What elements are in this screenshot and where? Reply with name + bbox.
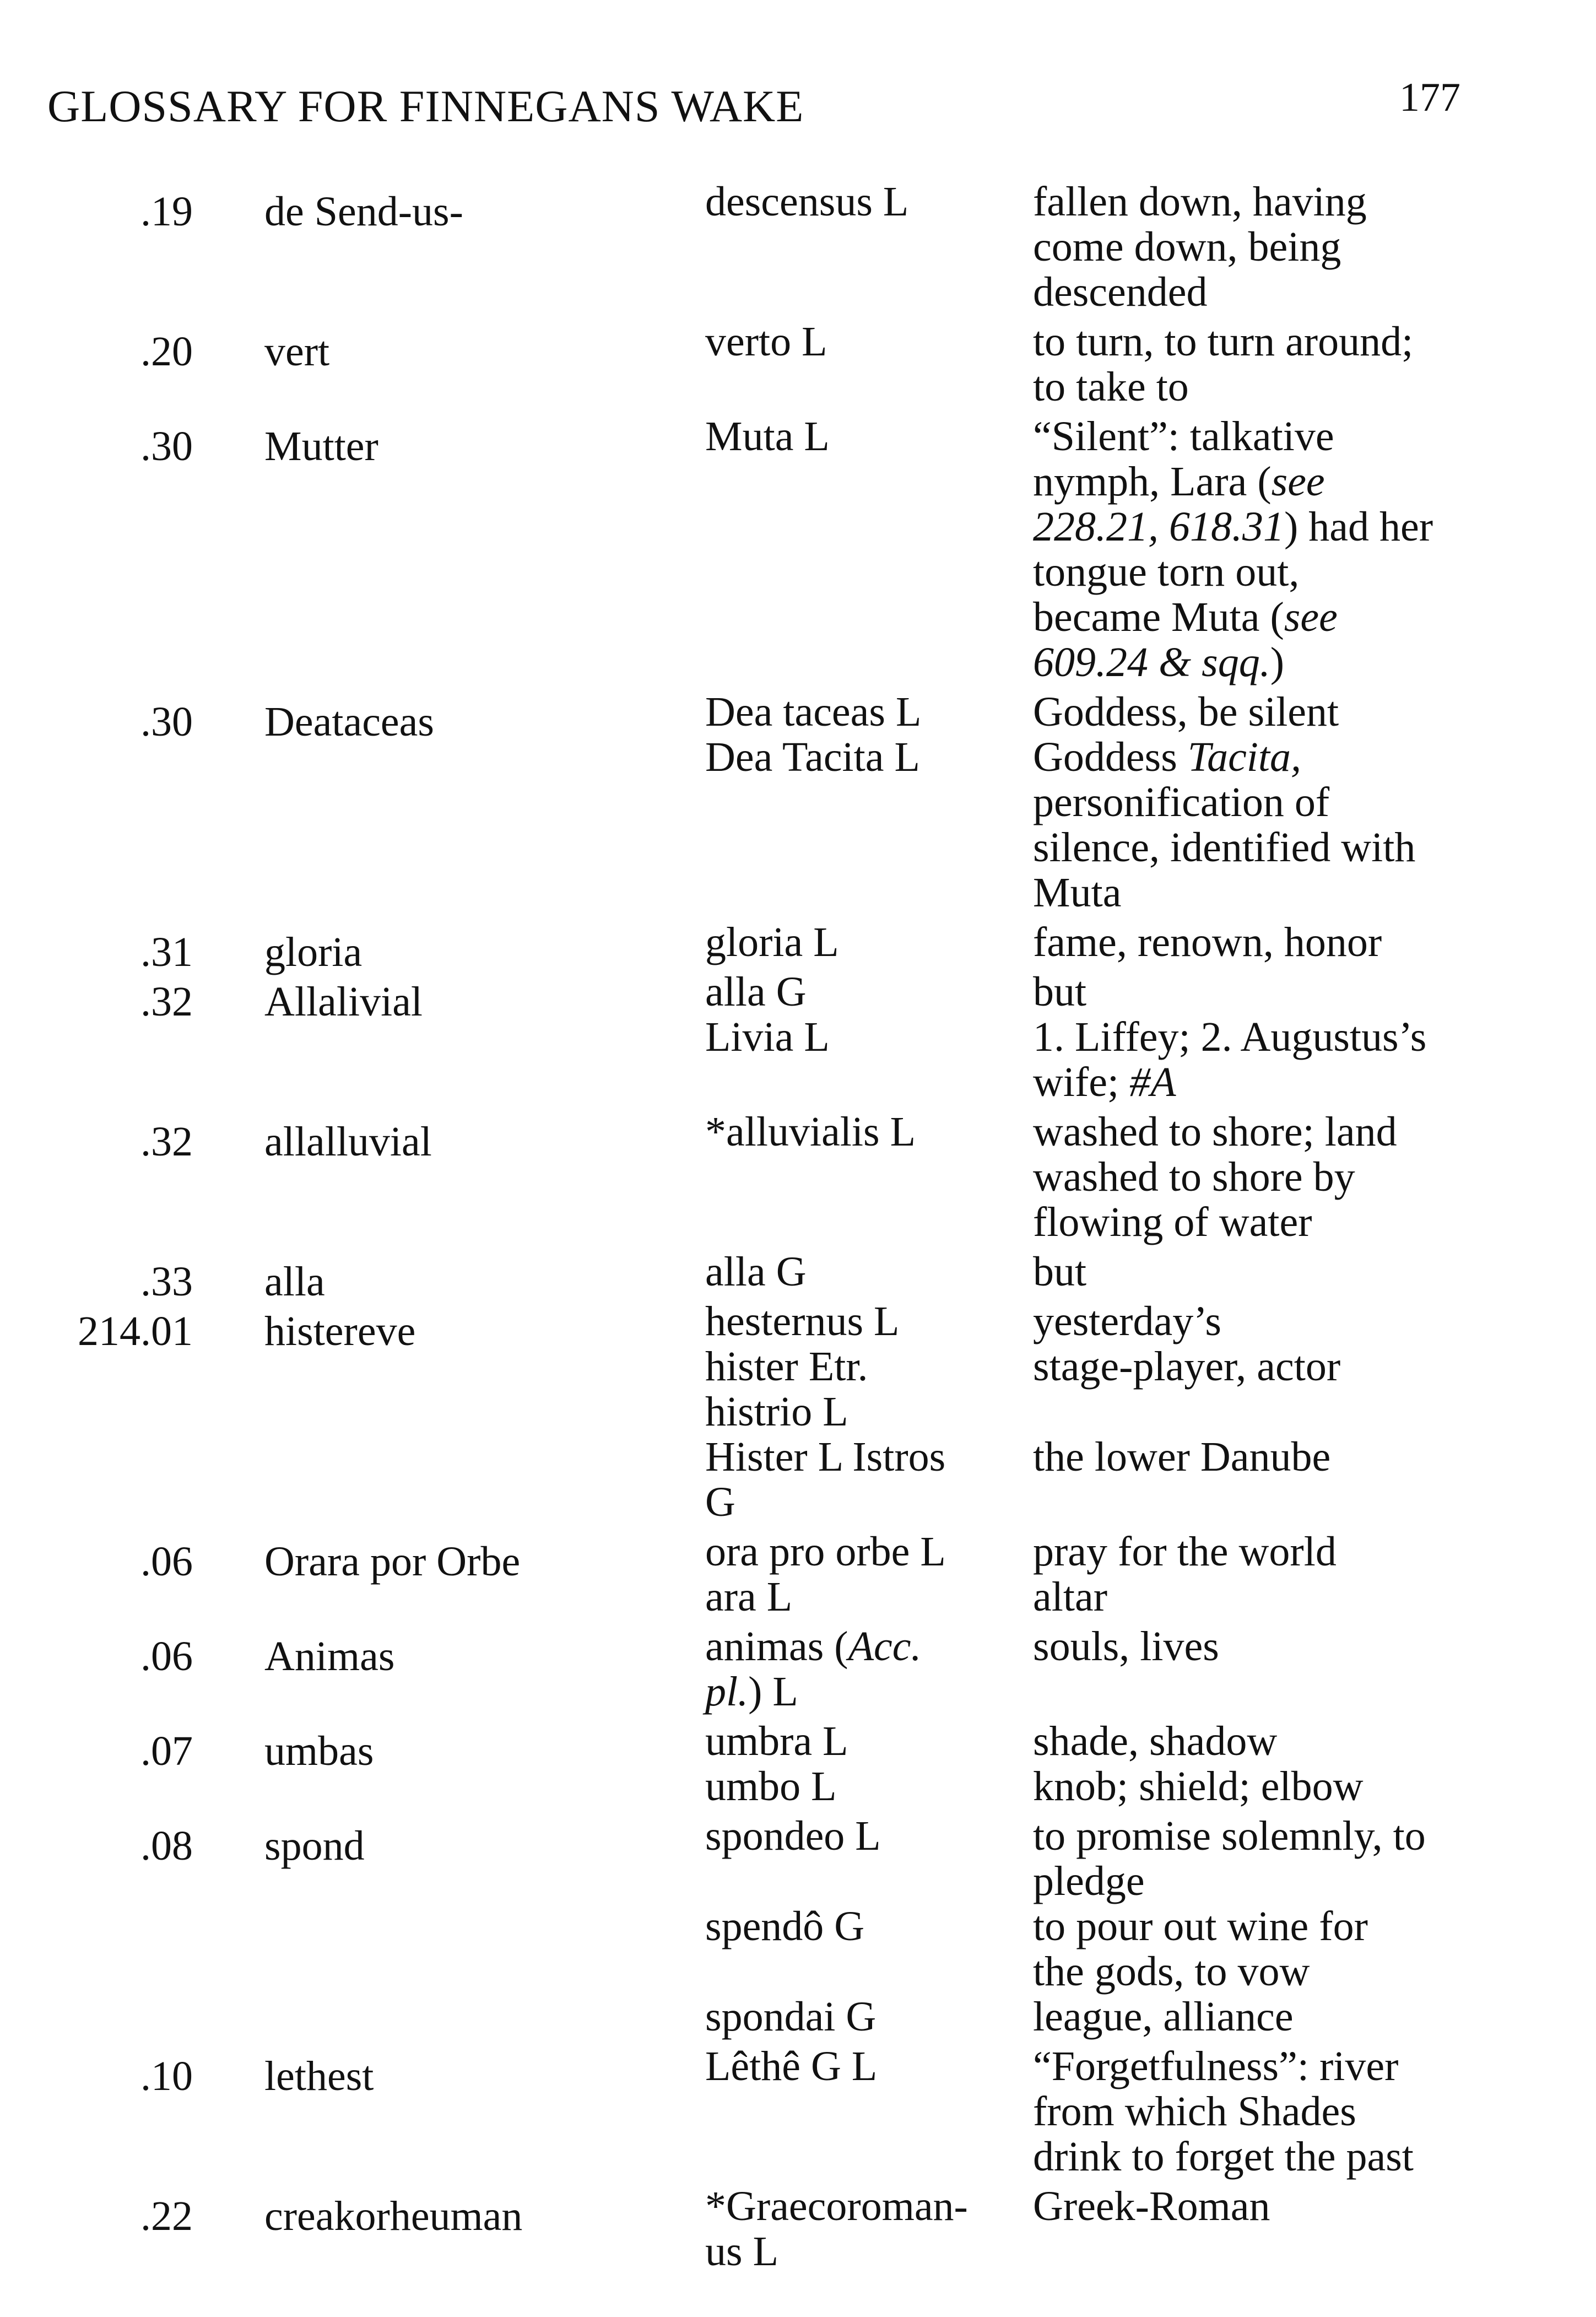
gloss-line: to take to <box>1033 364 1189 410</box>
gloss-line: fame, renown, honor <box>1033 919 1382 965</box>
glossary-entry <box>0 1529 1596 1624</box>
gloss-line: washed to shore by <box>1033 1154 1355 1200</box>
gloss-line: the lower Danube <box>1033 1434 1331 1480</box>
entry-headword: creakorheuman <box>264 2193 523 2239</box>
gloss-line: wife; #A <box>1033 1059 1176 1105</box>
etymology-line: Hister L Istros <box>705 1434 946 1480</box>
gloss-line: knob; shield; elbow <box>1033 1763 1364 1810</box>
entry-gloss <box>1033 1624 1490 1714</box>
entry-gloss <box>1033 179 1490 315</box>
page-number: 177 <box>1399 75 1460 120</box>
entry-gloss <box>1033 920 1490 965</box>
gloss-line: became Muta (see <box>1033 594 1338 640</box>
entry-reference: .06 <box>140 1538 193 1585</box>
entry-headword: Allalivial <box>264 979 423 1025</box>
entry-headword: alla <box>264 1259 325 1305</box>
entry-gloss <box>1033 1299 1490 1525</box>
etymology-line: Muta L <box>705 413 830 460</box>
entry-gloss <box>1033 1813 1490 2039</box>
entry-etymology <box>705 319 1014 364</box>
entry-reference: .07 <box>140 1728 193 1774</box>
entry-etymology <box>705 2044 1014 2089</box>
gloss-line: pledge <box>1033 1858 1145 1904</box>
entry-etymology <box>705 1109 1014 1154</box>
entry-gloss <box>1033 319 1490 409</box>
etymology-line: G <box>705 1479 735 1525</box>
gloss-line: Greek-Roman <box>1033 2183 1270 2229</box>
gloss-line: souls, lives <box>1033 1623 1219 1670</box>
etymology-line: verto L <box>705 318 827 365</box>
gloss-line: 228.21, 618.31) had her <box>1033 504 1433 550</box>
etymology-line: spondeo L <box>705 1813 881 1859</box>
entry-etymology <box>705 969 1014 1060</box>
etymology-line: gloria L <box>705 919 839 965</box>
etymology-line: spondai G <box>705 1994 877 2040</box>
gloss-line: but <box>1033 1249 1087 1295</box>
etymology-line <box>705 1949 1014 1994</box>
etymology-line: *Graecoroman- <box>705 2183 968 2229</box>
glossary-entry <box>0 1719 1596 1813</box>
entry-headword: de Send-us- <box>264 188 463 235</box>
gloss-line: from which Shades <box>1033 2088 1356 2135</box>
etymology-line: histrio L <box>705 1389 848 1435</box>
gloss-line: descended <box>1033 269 1208 315</box>
entry-etymology <box>705 689 1014 780</box>
glossary-table <box>0 179 1596 2278</box>
gloss-line: silence, identified with <box>1033 824 1416 871</box>
entry-headword: histereve <box>264 1308 416 1354</box>
gloss-line: washed to shore; land <box>1033 1109 1397 1155</box>
gloss-line: flowing of water <box>1033 1199 1312 1245</box>
entry-headword: umbas <box>264 1728 374 1774</box>
entry-gloss <box>1033 1719 1490 1809</box>
etymology-line: pl.) L <box>705 1668 798 1715</box>
entry-headword: vert <box>264 328 330 375</box>
gloss-line: yesterday’s <box>1033 1298 1221 1344</box>
entry-headword: Deataceas <box>264 699 434 745</box>
entry-gloss <box>1033 2184 1490 2229</box>
entry-headword: allalluvial <box>264 1119 432 1165</box>
gloss-line: nymph, Lara (see <box>1033 458 1325 505</box>
etymology-line: alla G <box>705 1249 807 1295</box>
entry-headword: lethest <box>264 2053 374 2099</box>
etymology-line: ora pro orbe L <box>705 1529 946 1575</box>
gloss-line: shade, shadow <box>1033 1718 1278 1764</box>
entry-reference: .08 <box>140 1823 193 1869</box>
etymology-line: umbra L <box>705 1718 848 1764</box>
entry-gloss <box>1033 1249 1490 1294</box>
gloss-line <box>1033 1479 1490 1525</box>
gloss-line: 609.24 & sqq.) <box>1033 639 1285 685</box>
entry-etymology <box>705 414 1014 459</box>
gloss-line: Goddess, be silent <box>1033 689 1339 735</box>
etymology-line: Dea taceas L <box>705 689 922 735</box>
entry-etymology <box>705 1249 1014 1294</box>
entry-gloss <box>1033 969 1490 1105</box>
entry-gloss <box>1033 2044 1490 2179</box>
etymology-line: Dea Tacita L <box>705 734 920 780</box>
etymology-line: *alluvialis L <box>705 1109 916 1155</box>
etymology-line: hesternus L <box>705 1298 900 1344</box>
entry-reference: .33 <box>140 1259 193 1305</box>
etymology-line: alla G <box>705 969 807 1015</box>
glossary-entry <box>0 179 1596 319</box>
entry-headword: Orara por Orbe <box>264 1538 521 1585</box>
entry-gloss <box>1033 414 1490 685</box>
etymology-line: ara L <box>705 1574 793 1620</box>
gloss-line: “Silent”: talkative <box>1033 413 1334 460</box>
entry-reference: .06 <box>140 1633 193 1679</box>
glossary-entry <box>0 319 1596 414</box>
entry-headword: Animas <box>264 1633 395 1679</box>
glossary-entry <box>0 689 1596 920</box>
entry-headword: Mutter <box>264 423 378 469</box>
glossary-entry <box>0 1249 1596 1305</box>
gloss-line: Goddess Tacita, <box>1033 734 1302 780</box>
glossary-entry <box>0 1624 1596 1719</box>
entry-etymology <box>705 920 1014 965</box>
entry-reference: 214.01 <box>78 1308 193 1354</box>
entry-etymology <box>705 1624 1014 1714</box>
entry-reference: .31 <box>140 929 193 975</box>
entry-etymology <box>705 1813 1014 2039</box>
gloss-line: Muta <box>1033 869 1122 916</box>
entry-reference: .10 <box>140 2053 193 2099</box>
running-head-title: GLOSSARY FOR FINNEGANS WAKE <box>47 81 804 131</box>
etymology-line: Lêthê G L <box>705 2043 878 2089</box>
gloss-line: fallen down, having <box>1033 179 1367 225</box>
entry-etymology <box>705 1299 1014 1525</box>
gloss-line: “Forgetfulness”: river <box>1033 2043 1399 2089</box>
etymology-line: hister Etr. <box>705 1343 868 1390</box>
gloss-line: the gods, to vow <box>1033 1948 1310 1995</box>
gloss-line: tongue torn out, <box>1033 549 1300 595</box>
entry-headword: spond <box>264 1823 365 1869</box>
entry-gloss <box>1033 689 1490 915</box>
glossary-entry <box>0 2044 1596 2184</box>
etymology-line: us L <box>705 2228 778 2275</box>
gloss-line: league, alliance <box>1033 1994 1294 2040</box>
gloss-line: to turn, to turn around; <box>1033 318 1414 365</box>
glossary-entry <box>0 2184 1596 2278</box>
gloss-line: pray for the world <box>1033 1529 1337 1575</box>
etymology-line: spendô G <box>705 1903 865 1949</box>
etymology-line: descensus L <box>705 179 909 225</box>
gloss-line <box>1033 1669 1490 1714</box>
entry-reference: .30 <box>140 423 193 469</box>
entry-etymology <box>705 1529 1014 1619</box>
etymology-line: animas (Acc. <box>705 1623 922 1670</box>
etymology-line: Livia L <box>705 1014 830 1060</box>
gloss-line: drink to forget the past <box>1033 2134 1414 2180</box>
entry-reference: .19 <box>140 188 193 235</box>
gloss-line: but <box>1033 969 1087 1015</box>
entry-etymology <box>705 2184 1014 2274</box>
gloss-line: to promise solemnly, to <box>1033 1813 1426 1859</box>
gloss-line <box>1033 1389 1490 1434</box>
entry-reference: .20 <box>140 328 193 375</box>
entry-gloss <box>1033 1109 1490 1245</box>
gloss-line: stage-player, actor <box>1033 1343 1341 1390</box>
glossary-entry <box>0 969 1596 1109</box>
glossary-entry <box>0 414 1596 689</box>
etymology-line: umbo L <box>705 1763 837 1810</box>
gloss-line: to pour out wine for <box>1033 1903 1368 1949</box>
etymology-line <box>705 1859 1014 1904</box>
gloss-line: altar <box>1033 1574 1108 1620</box>
entry-etymology <box>705 179 1014 224</box>
gloss-line: 1. Liffey; 2. Augustus’s <box>1033 1014 1427 1060</box>
entry-gloss <box>1033 1529 1490 1619</box>
gloss-line: personification of <box>1033 779 1330 825</box>
glossary-entry <box>0 1299 1596 1529</box>
glossary-entry <box>0 1813 1596 2044</box>
glossary-entry <box>0 1109 1596 1249</box>
glossary-entry <box>0 919 1596 975</box>
entry-reference: .32 <box>140 979 193 1025</box>
entry-reference: .30 <box>140 699 193 745</box>
entry-reference: .22 <box>140 2193 193 2239</box>
gloss-line: come down, being <box>1033 224 1341 270</box>
entry-etymology <box>705 1719 1014 1809</box>
entry-headword: gloria <box>264 929 363 975</box>
entry-reference: .32 <box>140 1119 193 1165</box>
